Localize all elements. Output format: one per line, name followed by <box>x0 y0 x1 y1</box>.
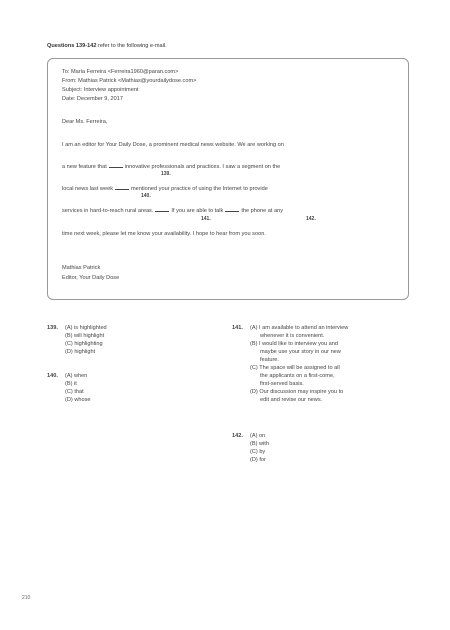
signature-name: Mathias Patrick <box>62 265 101 271</box>
page-number: 210 <box>22 595 31 601</box>
line4-part-a: services in hard-to-reach rural areas. <box>62 208 154 214</box>
q142-option-a[interactable]: (A) on <box>250 433 266 439</box>
blank-label-141: 141. <box>201 216 211 222</box>
email-box <box>47 58 409 300</box>
q141-option-b[interactable]: (B) I would like to interview you and <box>250 341 338 347</box>
q140-option-c[interactable]: (C) that <box>65 389 84 395</box>
question-141 <box>232 324 407 404</box>
blank-142 <box>225 207 239 212</box>
q139-option-c[interactable]: (C) highlighting <box>65 341 103 347</box>
email-greeting: Dear Ms. Ferreira, <box>62 119 108 125</box>
email-to: To: Maria Ferreira <Ferreira1960@paran.com> <box>62 69 179 75</box>
line3-part-b: mentioned your practice of using the Internet to provide <box>131 186 268 192</box>
instructions <box>47 43 167 49</box>
question-142 <box>232 432 269 464</box>
q141-option-a[interactable]: (A) I am available to attend an interview <box>250 325 349 331</box>
question-141-number: 141. <box>232 325 243 331</box>
line4-part-c: the phone at any <box>241 208 284 214</box>
question-140-number: 140. <box>47 373 58 379</box>
q139-option-d[interactable]: (D) highlight <box>65 349 96 355</box>
question-139 <box>47 324 107 356</box>
question-142-number: 142. <box>232 433 243 439</box>
email-line-5: time next week, please let me know your availability. I hope to hear from you soon. <box>62 231 266 237</box>
q141-option-a-cont: whenever it is convenient. <box>260 333 325 339</box>
blank-label-142: 142. <box>306 216 316 222</box>
q142-option-c[interactable]: (C) by <box>250 449 266 455</box>
blank-140 <box>115 185 129 190</box>
q140-option-b[interactable]: (B) it <box>65 381 77 387</box>
blank-label-139: 139. <box>161 171 171 177</box>
email-line-3 <box>62 185 268 192</box>
email-line-1: I am an editor for Your Daily Dose, a prominent medical news website. We are working on <box>62 142 284 148</box>
question-140 <box>47 372 91 404</box>
instructions-rest: refer to the following e-mail. <box>96 43 167 49</box>
q141-option-c[interactable]: (C) The space will be assigned to all <box>250 365 340 371</box>
q141-option-c-cont2: first-served basis. <box>260 381 304 387</box>
q142-option-b[interactable]: (B) with <box>250 441 269 447</box>
q139-option-b[interactable]: (B) will highlight <box>65 333 105 339</box>
q140-option-a[interactable]: (A) when <box>65 373 88 379</box>
q141-option-d-cont: edit and revise our news. <box>260 397 323 403</box>
q141-option-d[interactable]: (D) Our discussion may inspire you to <box>250 389 344 395</box>
q141-option-b-cont2: feature. <box>260 357 279 363</box>
line4-part-b: If you are able to talk <box>171 208 224 214</box>
line2-part-a: a new feature that <box>62 164 107 170</box>
q140-option-d[interactable]: (D) whose <box>65 397 91 403</box>
email-line-2 <box>62 163 280 170</box>
q142-option-d[interactable]: (D) for <box>250 457 266 463</box>
q139-option-a[interactable]: (A) is highlighted <box>65 325 107 331</box>
blank-139 <box>109 163 123 168</box>
line2-part-b: innovative professionals and practices. I saw a segment on the <box>124 164 281 170</box>
blank-label-140: 140. <box>141 193 151 199</box>
signature-title: Editor, Your Daily Dose <box>62 275 120 281</box>
email-from: From: Mathias Patrick <Mathias@yourdailydose.com> <box>62 78 197 84</box>
email-subject: Subject: Interview appointment <box>62 87 139 93</box>
instructions-bold: Questions 139-142 <box>47 43 97 49</box>
line3-part-a: local news last week <box>62 186 113 192</box>
email-date: Date: December 9, 2017 <box>62 96 123 102</box>
blank-141 <box>155 207 169 212</box>
question-139-number: 139. <box>47 325 58 331</box>
q141-option-b-cont: maybe use your story in our new <box>260 349 341 355</box>
email-line-4 <box>62 207 283 214</box>
q141-option-c-cont: the applicants on a first-come, <box>260 373 335 379</box>
